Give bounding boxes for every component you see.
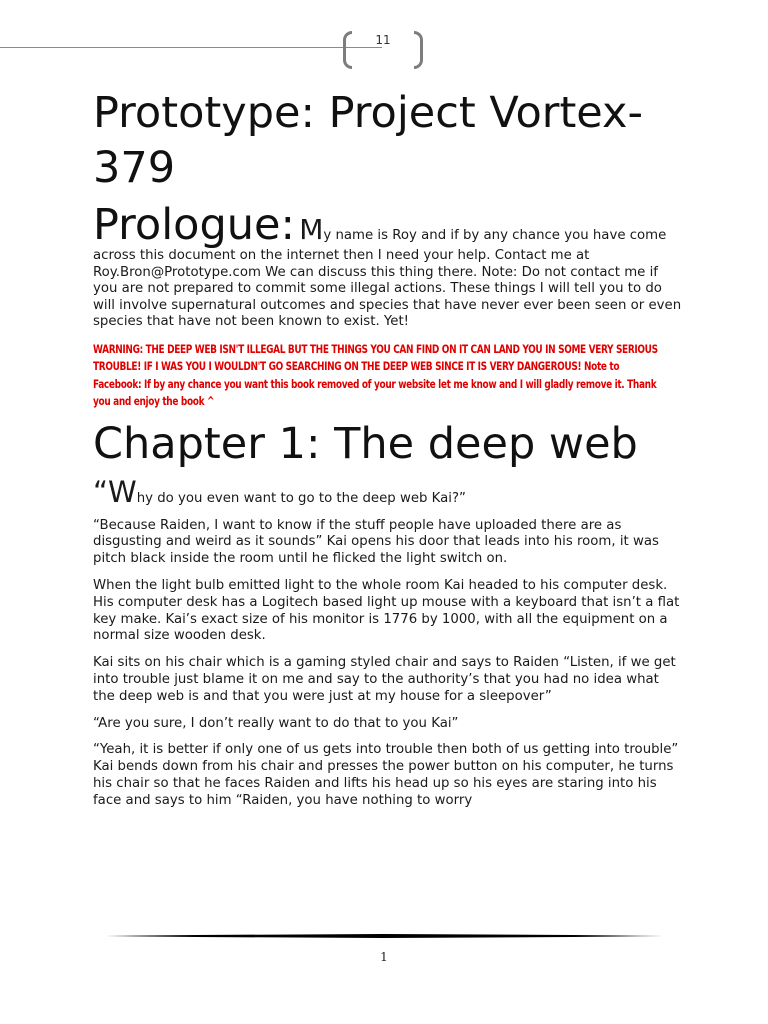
story-paragraph: Kai sits on his chair which is a gaming styled chair and says to Raiden “Listen, if we get into trouble just blame it on me and say to the authority’s that you had no idea what the deep web is and that you were just at my house for a sleepover” [93,655,676,704]
chapter-title: Chapter 1: The deep web [93,418,638,469]
opening-quote-mark: “ [93,474,109,509]
prologue-paragraph [93,202,683,331]
page-number-bracket-right [414,31,423,69]
chapter-dropcap: W [108,474,137,509]
document-body [93,86,683,810]
document-title: Prototype: Project Vortex-379 [93,88,643,193]
warning-notice: WARNING: THE DEEP WEB ISN'T ILLEGAL BUT THE THINGS YOU CAN FIND ON IT CAN LAND YOU IN SOME VERY SERIOUS TROUBLE! IF I WAS YOU I WOULDN'T GO SEARCHING ON THE DEEP WEB SINCE IT IS VERY DANGEROUS! Note to Facebook: If by any chance you want this book removed of your website let me know and I will gladly remove it. Thank you and enjoy the book ^ [93,341,658,409]
story-paragraph: “Yeah, it is better if only one of us gets into trouble then both of us getting into trouble” Kai bends down from his chair and presses the power button on his computer, he turns his chair so that he faces Raiden and lifts his head up so his eyes are staring into his face and says to him “Raiden, you have nothing to worry [93,742,679,808]
story-paragraph: “Because Raiden, I want to know if the stuff people have uploaded there are as disgusting and weird as it sounds” Kai opens his door that leads into his room, it was pitch black inside the room until he flicked the light switch on. [93,517,659,567]
chapter-opening-text: hy do you even want to go to the deep web Kai?” [136,490,466,506]
prologue-text: y name is Roy and if by any chance you have come across this document on the internet then I need your help. Contact me at Roy.Bron@Prototype.com We can discuss this thing there. Note: Do not contact me if you are not prepared to commit some illegal actions. These things I will tell you to do will involve supernatural outcomes and species that have never ever been seen or even species that have not been known to exist. Yet! [93,228,682,330]
header-page-number: 11 [375,33,391,47]
prologue-heading: Prologue: [93,200,295,250]
footer-divider [106,934,663,938]
footer-page-number: 1 [380,950,388,964]
story-paragraph: When the light bulb emitted light to the whole room Kai headed to his computer desk. His computer desk has a Logitech based light up mouse with a keyboard that isn’t a flat key make. Kai’s exact size of his monitor is 1776 by 1000, with all the equipment on a normal size wooden desk. [93,577,680,644]
page-number-bracket-left [343,31,352,69]
story-paragraph: “Are you sure, I don’t really want to do that to you Kai” [93,715,459,731]
prologue-dropcap: M [299,213,324,246]
header-rule [0,47,382,48]
chapter-opening-line [93,474,683,509]
